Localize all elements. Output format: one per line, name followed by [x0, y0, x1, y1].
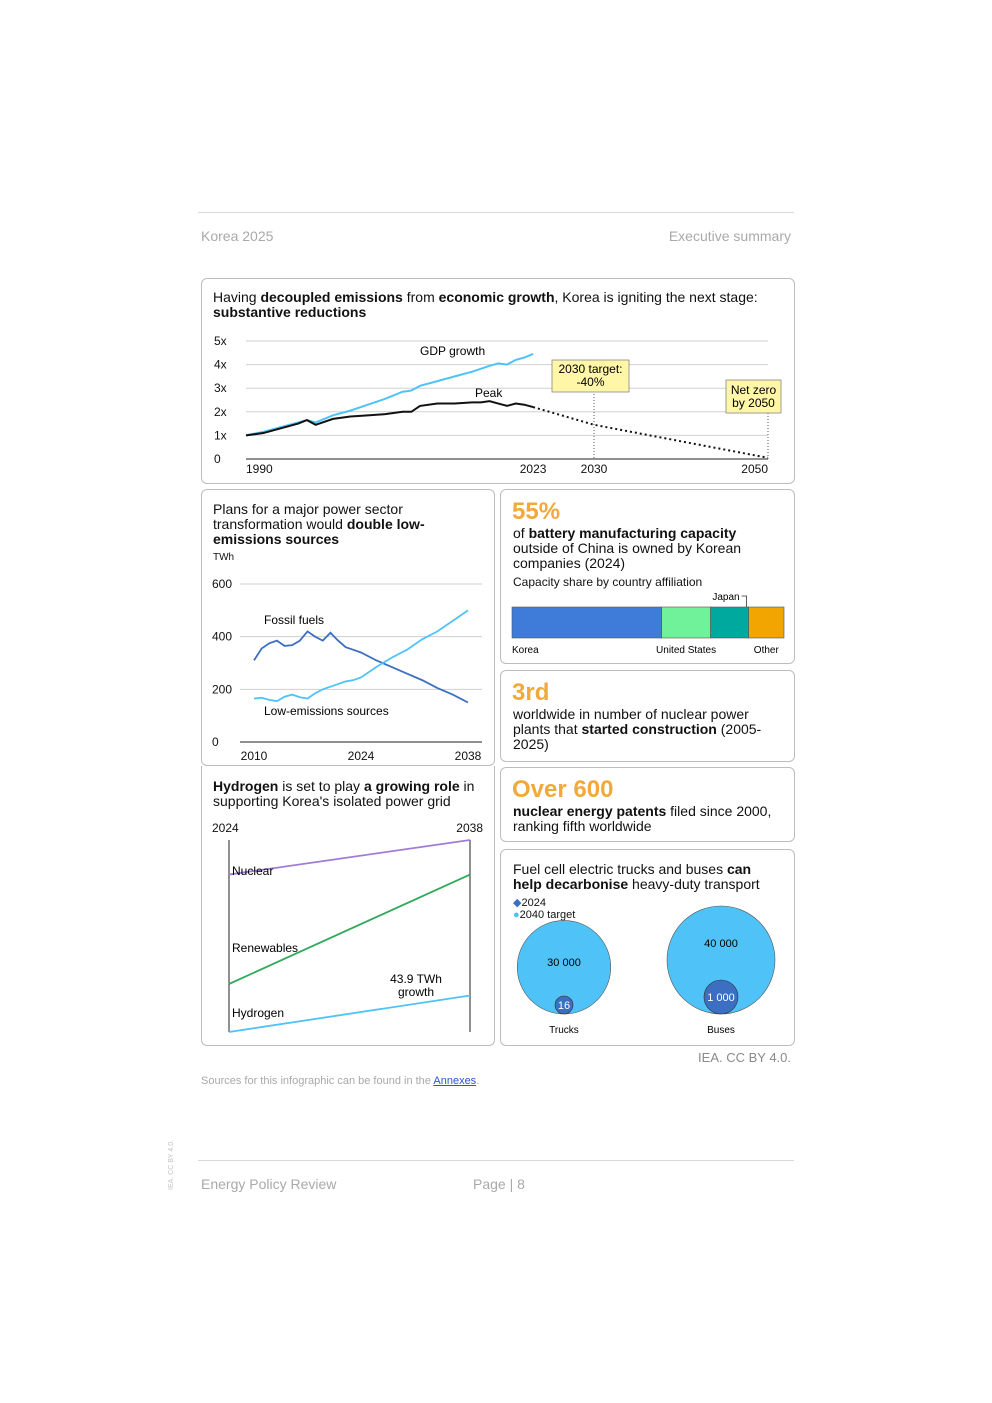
- report-title: Korea 2025: [201, 228, 274, 244]
- header-rule: [198, 212, 794, 213]
- legend-item-2040: ●2040 target: [513, 909, 576, 921]
- series-line: [254, 631, 468, 702]
- y-tick-label: 0: [214, 452, 221, 466]
- share-segment: [711, 607, 749, 638]
- year-right-label: 2038: [456, 821, 483, 835]
- series-line: [533, 407, 768, 458]
- side-license: IEA. CC BY 4.0.: [168, 1139, 175, 1190]
- x-tick-label: 2030: [580, 462, 608, 476]
- share-label: Korea: [512, 645, 539, 656]
- y-tick-label: 600: [212, 577, 233, 591]
- fuel-cell-panel: [500, 849, 795, 1046]
- x-tick-label: 2050: [741, 462, 768, 476]
- decoupling-chart: [202, 279, 794, 483]
- power-sector-title: Plans for a major power sector transformation would double low-emissions sources: [213, 501, 425, 547]
- y-tick-label: 0: [212, 735, 219, 749]
- y-tick-label: 2x: [214, 404, 227, 419]
- footer-title: Energy Policy Review: [201, 1176, 337, 1192]
- peak-label: Peak: [475, 386, 503, 400]
- low-emissions-label: Low-emissions sources: [264, 704, 389, 718]
- share-label: United States: [656, 645, 717, 656]
- renewables-label: Renewables: [232, 941, 299, 955]
- share-segment: [512, 607, 662, 638]
- battery-stat-value: 55%: [512, 498, 561, 525]
- share-label: Japan: [712, 592, 740, 603]
- japan-leader: [742, 596, 747, 607]
- target-2030-value: -40%: [576, 375, 605, 389]
- diamond-icon: ◆: [513, 897, 522, 909]
- footer-rule: [198, 1160, 794, 1161]
- share-segment: [662, 607, 711, 638]
- nuclear-rank-value: 3rd: [512, 679, 550, 706]
- y-tick-label: 400: [212, 629, 233, 644]
- nuclear-rank-text: worldwide in number of nuclear power plants that started construction (2005-2025): [513, 706, 762, 752]
- hydrogen-panel: [201, 766, 495, 1046]
- decoupling-panel: [201, 278, 795, 484]
- patents-value: Over 600: [512, 776, 614, 803]
- y-tick-label: 5x: [214, 334, 227, 348]
- year-left-label: 2024: [212, 821, 239, 835]
- sources-note: Sources for this infographic can be found in the Annexes.: [201, 1075, 480, 1087]
- license-note: IEA. CC BY 4.0.: [698, 1050, 791, 1065]
- battery-stat-card: [500, 489, 795, 664]
- patents-text: nuclear energy patents filed since 2000, ranking fifth worldwide: [513, 803, 772, 834]
- power-sector-chart: [202, 490, 494, 765]
- nuclear-label: Nuclear: [232, 864, 274, 878]
- growth-label-2: growth: [397, 985, 435, 999]
- capacity-share-bar: [501, 490, 794, 663]
- netzero-text: Net zero: [730, 383, 777, 397]
- section-title: Executive summary: [668, 228, 791, 244]
- x-tick-label: 2038: [454, 749, 482, 763]
- decoupling-title: Having decoupled emissions from economic growth, Korea is igniting the next stage: substantive reductions: [213, 289, 758, 320]
- bubble-2024-label: 16: [557, 1000, 571, 1012]
- y-tick-label: 4x: [214, 357, 227, 372]
- fuel-cell-title: Fuel cell electric trucks and buses can help decarbonise heavy-duty transport: [513, 861, 760, 892]
- power-sector-panel: [201, 489, 495, 766]
- category-label: Trucks: [549, 1025, 579, 1036]
- share-segment: [749, 607, 784, 638]
- x-tick-label: 2010: [240, 749, 268, 763]
- y-tick-label: 1x: [214, 428, 227, 443]
- patents-card: [500, 767, 795, 842]
- category-label: Buses: [707, 1025, 735, 1036]
- x-tick-label: 2023: [519, 462, 547, 476]
- x-tick-label: 2024: [347, 749, 375, 763]
- fuel-cell-bubbles: [501, 850, 794, 1045]
- target-2030-text: 2030 target:: [558, 362, 623, 376]
- series-line: [229, 875, 470, 984]
- circle-icon: ●: [513, 909, 520, 921]
- annexes-link[interactable]: Annexes: [433, 1075, 477, 1087]
- share-label: Other: [753, 645, 779, 656]
- hydrogen-label: Hydrogen: [232, 1006, 285, 1020]
- bubble-2040-label: 30 000: [547, 957, 581, 970]
- x-tick-label: 1990: [246, 462, 273, 476]
- bubble-2040-label: 40 000: [704, 938, 738, 950]
- bubble-2024-label: 1 000: [707, 992, 735, 1004]
- page-number: Page | 8: [473, 1176, 525, 1192]
- growth-label: 43.9 TWh: [390, 972, 442, 986]
- capacity-share-subtitle: Capacity share by country affiliation: [513, 575, 703, 589]
- series-line: [246, 401, 533, 435]
- legend-item-2024: ◆2024: [513, 897, 546, 909]
- gdp-growth-label: GDP growth: [420, 344, 486, 358]
- netzero-year: by 2050: [732, 396, 775, 410]
- unit-label: TWh: [213, 552, 235, 563]
- y-tick-label: 3x: [214, 381, 227, 396]
- hydrogen-chart: [202, 766, 494, 1044]
- nuclear-rank-card: [500, 670, 795, 762]
- hydrogen-title: Hydrogen is set to play a growing role in supporting Korea's isolated power grid: [213, 778, 475, 809]
- y-tick-label: 200: [212, 682, 233, 697]
- battery-stat-text: of battery manufacturing capacity outside of China is owned by Korean companies (2024): [513, 525, 742, 571]
- fossil-label: Fossil fuels: [264, 613, 325, 627]
